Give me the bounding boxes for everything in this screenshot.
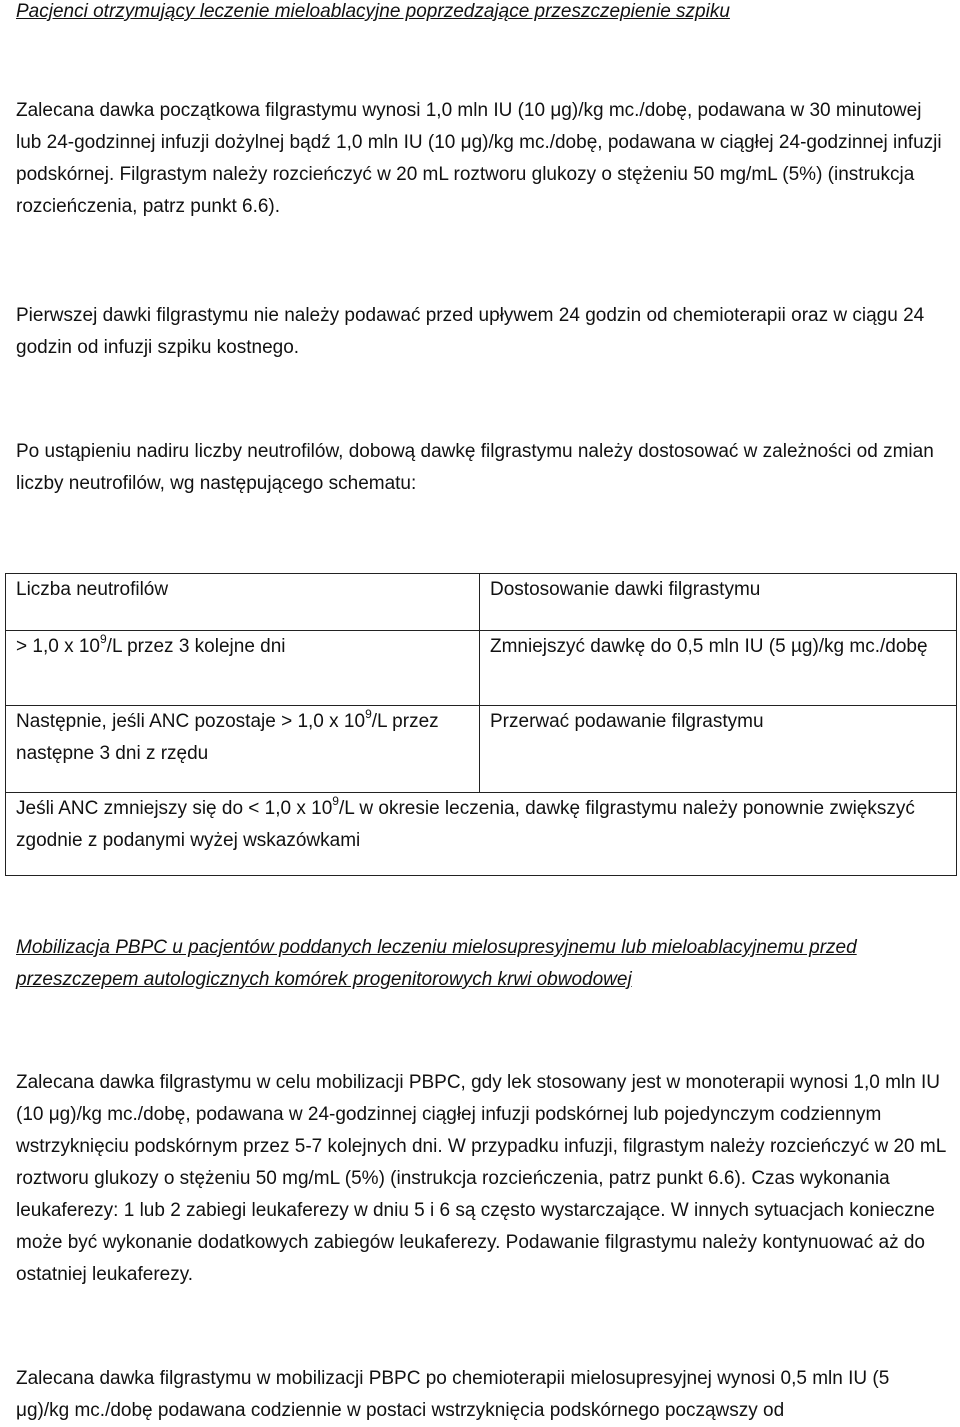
table-header-neutrophil-count: Liczba neutrofilów xyxy=(6,574,480,631)
table-row xyxy=(6,631,957,706)
table-cell-dose-action-1: Zmniejszyć dawkę do 0,5 mln IU (5 µg)/kg mc./dobę xyxy=(480,631,957,706)
table-cell-anc-decrease-note: Jeśli ANC zmniejszy się do < 1,0 x $10^9/L$ w okresie leczenia, dawkę filgrastymu należy ponownie zwiększyć zgodnie z podanymi wyżej wskazówkami xyxy=(6,793,957,876)
section-heading-myeloablative: Pacjenci otrzymujący leczenie mieloablacyjne poprzedzające przeszczepienie szpiku xyxy=(16,1,730,22)
table-row xyxy=(6,793,957,876)
paragraph-first-dose-timing: Pierwszej dawki filgrastymu nie należy podawać przed upływem 24 godzin od chemioterapii oraz w ciągu 24 godzin od infuzji szpiku kostnego. xyxy=(16,305,925,358)
section-heading-pbpc-mobilization: Mobilizacja PBPC u pacjentów poddanych leczeniu mielosupresyjnemu lub mieloablacyjnemu przed przeszczepem autologicznych komórek progenitorowych krwi obwodowej xyxy=(16,937,857,990)
paragraph-pbpc-after-chemotherapy: Zalecana dawka filgrastymu w mobilizacji PBPC po chemioterapii mielosupresyjnej wynosi 0,5 mln IU (5 μg)/kg mc./dobę podawana codziennie w postaci wstrzyknięcia podskórnego począwszy od xyxy=(16,1368,890,1421)
table-row xyxy=(6,706,957,793)
paragraph-pbpc-monotherapy-dose: Zalecana dawka filgrastymu w celu mobilizacji PBPC, gdy lek stosowany jest w monoterapii wynosi 1,0 mln IU (10 μg)/kg mc./dobę, podawana w 24-godzinnej ciągłej infuzji podskórnej lub pojedynczym codziennym wstrzyknięciu podskórnym przez 5-7 kolejnych dni. W przypadku infuzji, filgrastym należy rozcieńczyć w 20 mL roztworu glukozy o stężeniu 50 mg/mL (5%) (instrukcja rozcieńczenia, patrz punkt 6.6). Czas wykonania leukaferezy: 1 lub 2 zabiegi leukaferezy w dniu 5 i 6 są często wystarczające. W innych sytuacjach konieczne może być wykonanie dodatkowych zabiegów leukaferezy. Podawanie filgrastymu należy kontynuować aż do ostatniej leukaferezy. xyxy=(16,1072,946,1285)
paragraph-initial-dose: Zalecana dawka początkowa filgrastymu wynosi 1,0 mln IU (10 μg)/kg mc./dobę, podawana w 30 minutowej lub 24-godzinnej infuzji dożylnej bądź 1,0 mln IU (10 μg)/kg mc./dobę, podawana w ciągłej 24-godzinnej infuzji podskórnej. Filgrastym należy rozcieńczyć w 20 mL roztworu glukozy o stężeniu 50 mg/mL (5%) (instrukcja rozcieńczenia, patrz punkt 6.6). xyxy=(16,100,942,217)
table-cell-dose-action-2: Przerwać podawanie filgrastymu xyxy=(480,706,957,793)
dose-adjustment-table xyxy=(5,573,957,876)
table-header-row xyxy=(6,574,957,631)
table-cell-neutrophil-condition-1: > 1,0 x $10^9/L$ przez 3 kolejne dni xyxy=(6,631,480,706)
table-header-dose-adjustment: Dostosowanie dawki filgrastymu xyxy=(480,574,957,631)
paragraph-neutrophil-adjustment: Po ustąpieniu nadiru liczby neutrofilów, dobową dawkę filgrastymu należy dostosować w zależności od zmian liczby neutrofilów, wg następującego schematu: xyxy=(16,441,934,494)
table-cell-neutrophil-condition-2: Następnie, jeśli ANC pozostaje > 1,0 x $10^9/L$ przez następne 3 dni z rzędu xyxy=(6,706,480,793)
